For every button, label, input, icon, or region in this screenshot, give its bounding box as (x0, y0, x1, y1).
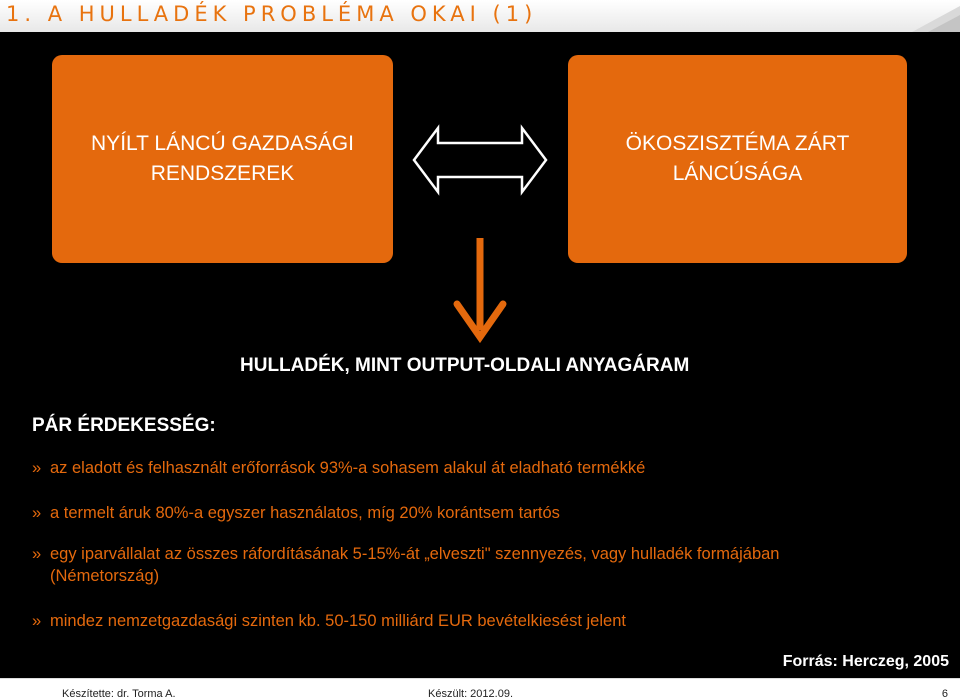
bullet-text: egy iparvállalat az összes ráfordításának 5-15%-át „elveszti" szennyezés, vagy hulladék formájában (Németország) (50, 545, 780, 585)
bullet-text: mindez nemzetgazdasági szinten kb. 50-150 milliárd EUR bevételkiesést jelent (50, 612, 626, 630)
bullet-item (32, 502, 932, 524)
down-arrow-icon (457, 238, 503, 337)
bullet-marker: » (32, 612, 42, 630)
bullet-text: a termelt áruk 80%-a egyszer használatos, míg 20% korántsem tartós (50, 504, 560, 522)
slide-title: 1. A HULLADÉK PROBLÉMA OKAI (1) (6, 2, 538, 26)
bullet-item (32, 610, 932, 632)
interest-label: PÁR ÉRDEKESSÉG: (32, 415, 216, 436)
subheading: HULLADÉK, MINT OUTPUT-OLDALI ANYAGÁRAM (240, 355, 690, 376)
bullet-item (32, 543, 932, 587)
source-citation: Forrás: Herczeg, 2005 (782, 653, 949, 670)
footer-date: Készült: 2012.09. (428, 688, 514, 700)
double-arrow-icon (414, 128, 546, 192)
bullet-text: az eladott és felhasznált erőforrások 93%-a sohasem alakul át eladható termékké (50, 459, 646, 477)
bullet-marker: » (32, 545, 42, 563)
bullet-marker: » (32, 459, 42, 477)
bullet-item (32, 457, 932, 479)
page-number: 6 (941, 688, 948, 700)
bullet-marker: » (32, 504, 42, 522)
open-chain-label: NYÍLT LÁNCÚ GAZDASÁGI RENDSZEREK (91, 132, 354, 185)
footer-author: Készítette: dr. Torma A. (62, 688, 176, 700)
closed-ecosystem-label: ÖKOSZISZTÉMA ZÁRT LÁNCÚSÁGA (625, 132, 850, 185)
footer (0, 678, 960, 700)
